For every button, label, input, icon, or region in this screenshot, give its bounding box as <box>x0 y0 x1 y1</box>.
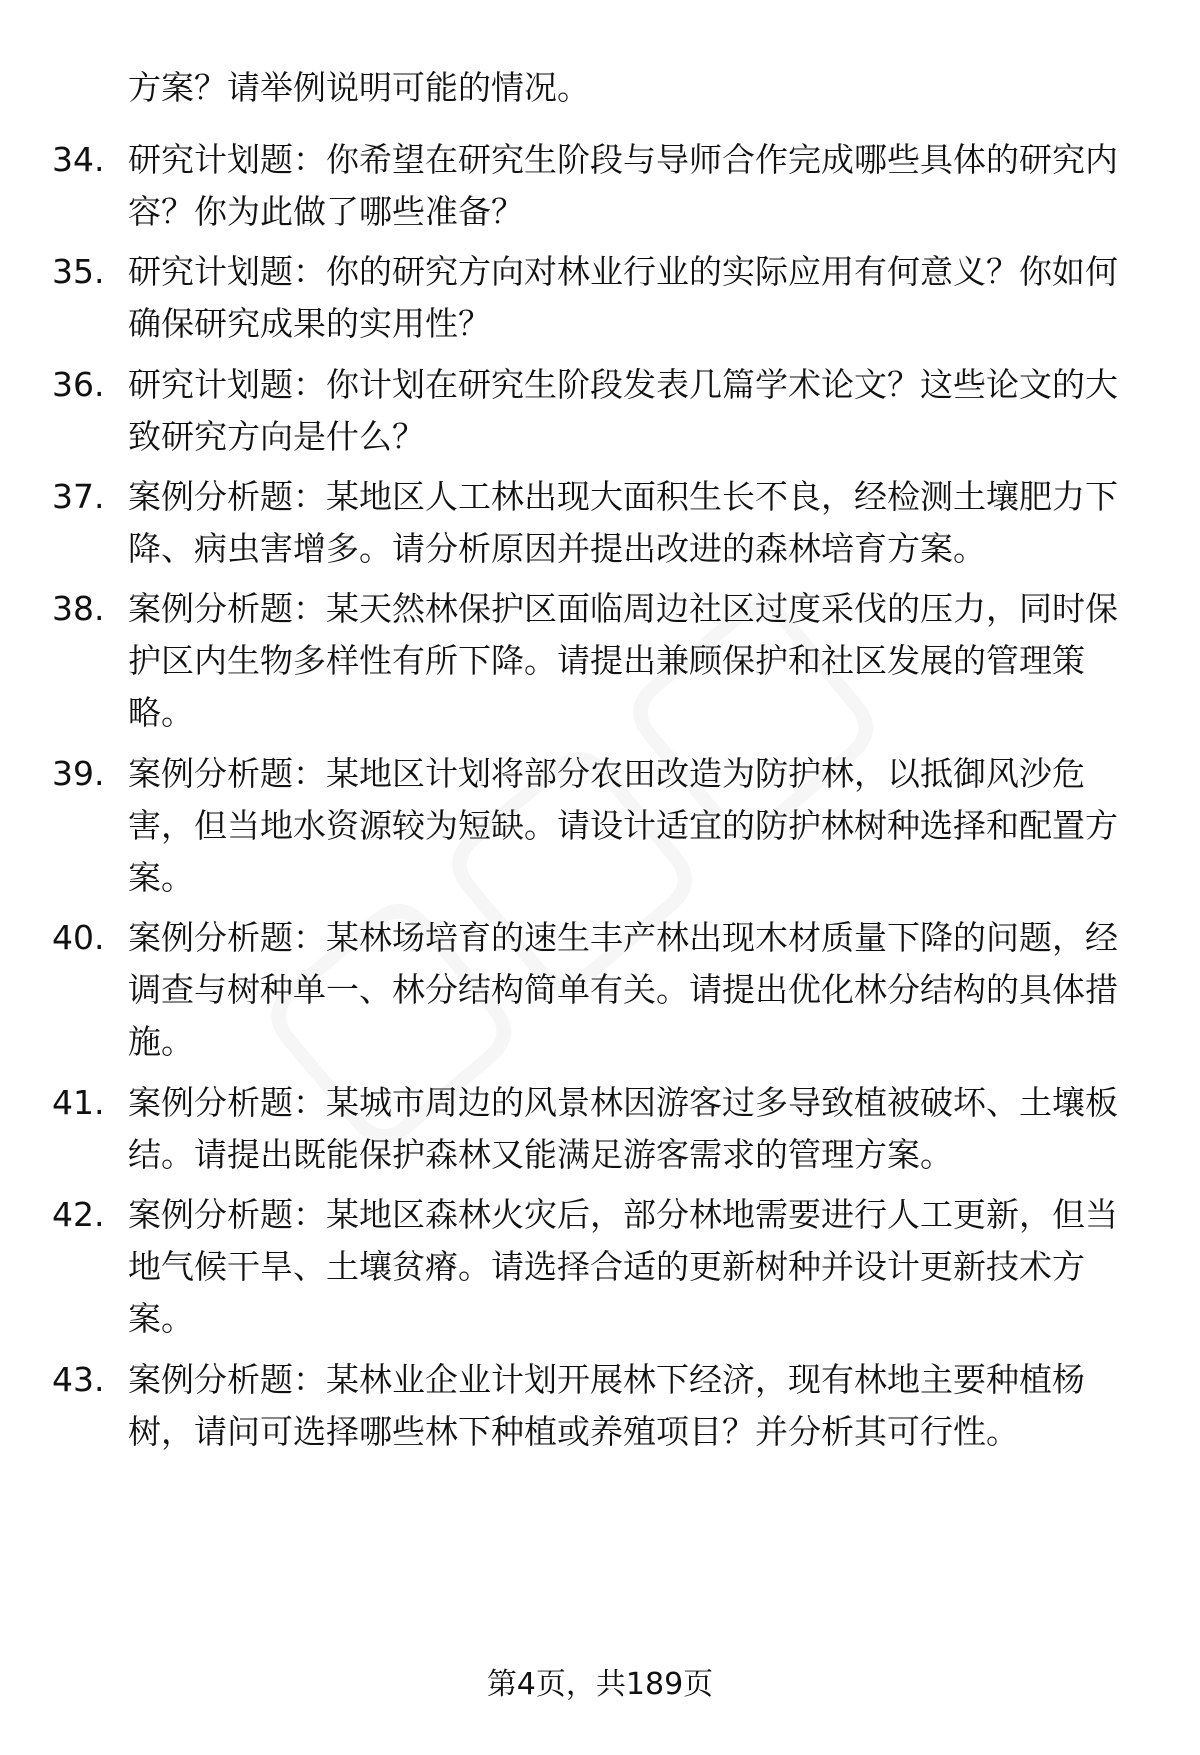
question-text: 案例分析题：某林业企业计划开展林下经济，现有林地主要种植杨树，请问可选择哪些林下种植或养殖项目？并分析其可行性。 <box>128 1360 1085 1451</box>
question-number: 43. <box>52 1360 105 1399</box>
question-text: 研究计划题：你希望在研究生阶段与导师合作完成哪些具体的研究内容？你为此做了哪些准备？ <box>128 140 1118 231</box>
question-number: 35. <box>52 252 105 291</box>
question-text: 案例分析题：某地区计划将部分农田改造为防护林，以抵御风沙危害，但当地水资源较为短缺。请设计适宜的防护林树种选择和配置方案。 <box>128 754 1118 897</box>
question-text: 研究计划题：你计划在研究生阶段发表几篇学术论文？这些论文的大致研究方向是什么？ <box>128 365 1118 456</box>
question-text: 案例分析题：某天然林保护区面临周边社区过度采伐的压力，同时保护区内生物多样性有所下降。请提出兼顾保护和社区发展的管理策略。 <box>128 589 1118 732</box>
continuation-text: 方案？请举例说明可能的情况。 <box>128 68 590 107</box>
question-number: 34. <box>52 140 105 179</box>
question-text: 案例分析题：某地区森林火灾后，部分林地需要进行人工更新，但当地气候干旱、土壤贫瘠。请选择合适的更新树种并设计更新技术方案。 <box>128 1195 1118 1338</box>
question-item <box>0 583 1200 732</box>
question-number: 42. <box>52 1195 105 1234</box>
question-text: 案例分析题：某城市周边的风景林因游客过多导致植被破坏、土壤板结。请提出既能保护森林又能满足游客需求的管理方案。 <box>128 1083 1118 1174</box>
question-item <box>0 748 1200 897</box>
question-number: 37. <box>52 477 105 516</box>
question-number: 38. <box>52 589 105 628</box>
question-text: 案例分析题：某地区人工林出现大面积生长不良，经检测土壤肥力下降、病虫害增多。请分析原因并提出改进的森林培育方案。 <box>128 477 1118 568</box>
page-footer: 第4页，共189页 <box>486 1667 714 1702</box>
question-item <box>0 1354 1200 1494</box>
question-number: 40. <box>52 918 105 957</box>
question-number: 39. <box>52 754 105 793</box>
question-item <box>0 912 1200 1061</box>
question-text: 案例分析题：某林场培育的速生丰产林出现木材质量下降的问题，经调查与树种单一、林分结构简单有关。请提出优化林分结构的具体措施。 <box>128 918 1118 1061</box>
question-item <box>0 1189 1200 1338</box>
question-number: 41. <box>52 1083 105 1122</box>
question-number: 36. <box>52 365 105 404</box>
question-text: 研究计划题：你的研究方向对林业行业的实际应用有何意义？你如何确保研究成果的实用性？ <box>128 252 1118 343</box>
